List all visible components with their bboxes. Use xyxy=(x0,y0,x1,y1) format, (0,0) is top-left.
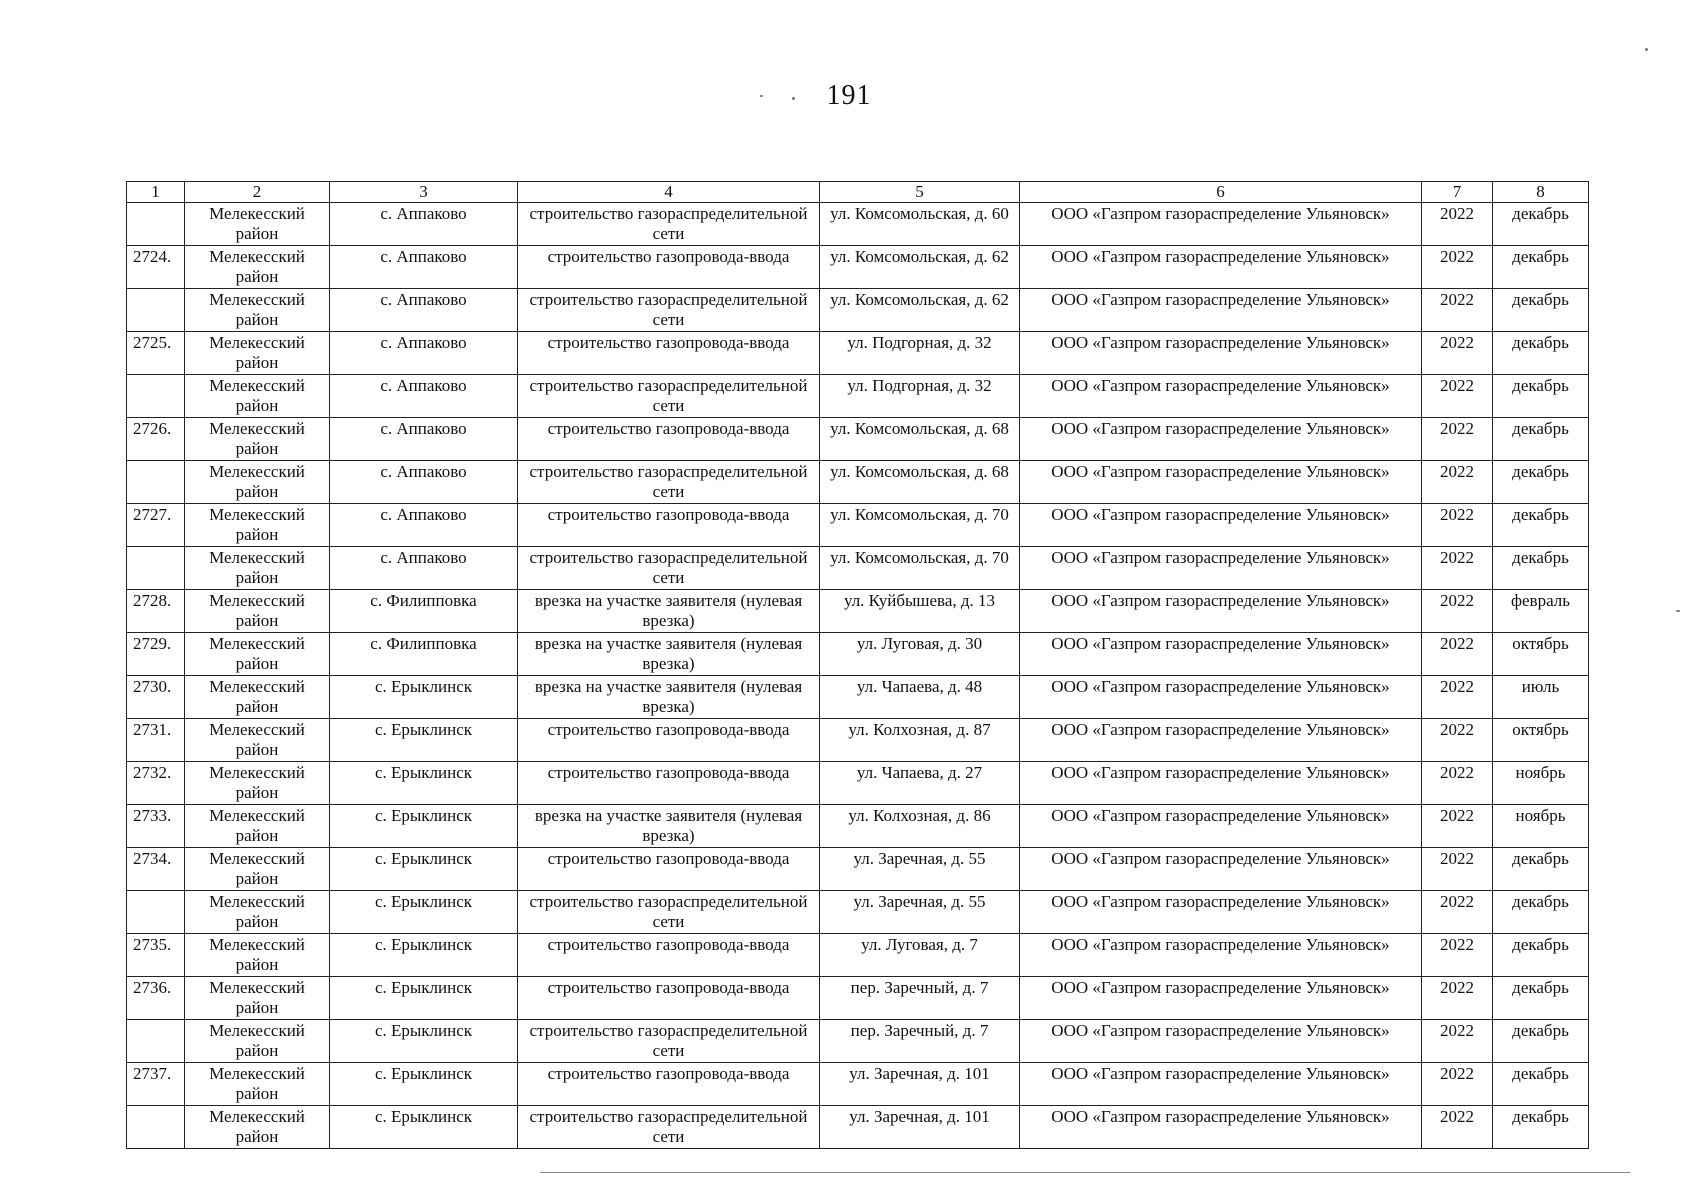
month-cell: декабрь xyxy=(1493,504,1589,547)
year-cell: 2022 xyxy=(1422,461,1493,504)
organization-cell: ООО «Газпром газораспределение Ульяновск» xyxy=(1020,1063,1422,1106)
settlement-cell: с. Аппаково xyxy=(330,203,518,246)
year-cell: 2022 xyxy=(1422,762,1493,805)
settlement-cell: с. Аппаково xyxy=(330,461,518,504)
table-row xyxy=(127,504,1589,547)
table-row xyxy=(127,1063,1589,1106)
month-cell: декабрь xyxy=(1493,375,1589,418)
row-number-cell: 2729. xyxy=(127,633,185,676)
table-row xyxy=(127,418,1589,461)
address-cell: ул. Луговая, д. 7 xyxy=(820,934,1020,977)
organization-cell: ООО «Газпром газораспределение Ульяновск» xyxy=(1020,805,1422,848)
address-cell: ул. Подгорная, д. 32 xyxy=(820,332,1020,375)
table-row xyxy=(127,633,1589,676)
row-number-cell: 2726. xyxy=(127,418,185,461)
district-cell: Мелекесский район xyxy=(185,418,330,461)
table-row xyxy=(127,375,1589,418)
scan-speck xyxy=(1645,48,1648,51)
district-cell: Мелекесский район xyxy=(185,289,330,332)
month-cell: февраль xyxy=(1493,590,1589,633)
row-number-cell xyxy=(127,891,185,934)
work-type-cell: строительство газопровода-ввода xyxy=(518,418,820,461)
work-type-cell: строительство газораспределительной сети xyxy=(518,375,820,418)
address-cell: ул. Комсомольская, д. 60 xyxy=(820,203,1020,246)
month-cell: декабрь xyxy=(1493,203,1589,246)
work-type-cell: строительство газораспределительной сети xyxy=(518,1106,820,1149)
row-number-cell xyxy=(127,375,185,418)
table-row xyxy=(127,547,1589,590)
district-cell: Мелекесский район xyxy=(185,1106,330,1149)
address-cell: ул. Луговая, д. 30 xyxy=(820,633,1020,676)
organization-cell: ООО «Газпром газораспределение Ульяновск» xyxy=(1020,590,1422,633)
month-cell: декабрь xyxy=(1493,418,1589,461)
month-cell: ноябрь xyxy=(1493,805,1589,848)
row-number-cell: 2730. xyxy=(127,676,185,719)
table-row xyxy=(127,1106,1589,1149)
work-type-cell: врезка на участке заявителя (нулевая врезка) xyxy=(518,590,820,633)
column-header-6: 6 xyxy=(1020,182,1422,203)
address-cell: ул. Чапаева, д. 48 xyxy=(820,676,1020,719)
work-type-cell: строительство газораспределительной сети xyxy=(518,891,820,934)
year-cell: 2022 xyxy=(1422,1106,1493,1149)
month-cell: декабрь xyxy=(1493,1106,1589,1149)
work-type-cell: врезка на участке заявителя (нулевая врезка) xyxy=(518,676,820,719)
settlement-cell: с. Аппаково xyxy=(330,418,518,461)
month-cell: декабрь xyxy=(1493,1020,1589,1063)
row-number-cell: 2736. xyxy=(127,977,185,1020)
settlement-cell: с. Ерыклинск xyxy=(330,1106,518,1149)
month-cell: декабрь xyxy=(1493,289,1589,332)
settlement-cell: с. Аппаково xyxy=(330,332,518,375)
work-type-cell: строительство газопровода-ввода xyxy=(518,762,820,805)
organization-cell: ООО «Газпром газораспределение Ульяновск» xyxy=(1020,719,1422,762)
work-type-cell: строительство газораспределительной сети xyxy=(518,1020,820,1063)
year-cell: 2022 xyxy=(1422,375,1493,418)
settlement-cell: с. Ерыклинск xyxy=(330,676,518,719)
organization-cell: ООО «Газпром газораспределение Ульяновск» xyxy=(1020,977,1422,1020)
month-cell: декабрь xyxy=(1493,848,1589,891)
table-row xyxy=(127,934,1589,977)
settlement-cell: с. Аппаково xyxy=(330,289,518,332)
district-cell: Мелекесский район xyxy=(185,1020,330,1063)
scan-speck xyxy=(792,97,795,100)
column-header-4: 4 xyxy=(518,182,820,203)
table-body xyxy=(127,203,1589,1149)
table-row xyxy=(127,848,1589,891)
address-cell: пер. Заречный, д. 7 xyxy=(820,1020,1020,1063)
year-cell: 2022 xyxy=(1422,203,1493,246)
work-type-cell: строительство газораспределительной сети xyxy=(518,289,820,332)
table-row xyxy=(127,246,1589,289)
month-cell: июль xyxy=(1493,676,1589,719)
month-cell: октябрь xyxy=(1493,719,1589,762)
register-table xyxy=(126,181,1589,1149)
organization-cell: ООО «Газпром газораспределение Ульяновск» xyxy=(1020,332,1422,375)
month-cell: декабрь xyxy=(1493,332,1589,375)
table-row xyxy=(127,332,1589,375)
year-cell: 2022 xyxy=(1422,1063,1493,1106)
settlement-cell: с. Ерыклинск xyxy=(330,1020,518,1063)
district-cell: Мелекесский район xyxy=(185,203,330,246)
district-cell: Мелекесский район xyxy=(185,676,330,719)
address-cell: ул. Чапаева, д. 27 xyxy=(820,762,1020,805)
settlement-cell: с. Аппаково xyxy=(330,504,518,547)
settlement-cell: с. Аппаково xyxy=(330,246,518,289)
settlement-cell: с. Ерыклинск xyxy=(330,848,518,891)
table-header xyxy=(127,182,1589,203)
organization-cell: ООО «Газпром газораспределение Ульяновск» xyxy=(1020,547,1422,590)
district-cell: Мелекесский район xyxy=(185,633,330,676)
address-cell: ул. Заречная, д. 55 xyxy=(820,891,1020,934)
year-cell: 2022 xyxy=(1422,805,1493,848)
settlement-cell: с. Ерыклинск xyxy=(330,719,518,762)
organization-cell: ООО «Газпром газораспределение Ульяновск» xyxy=(1020,203,1422,246)
month-cell: декабрь xyxy=(1493,461,1589,504)
year-cell: 2022 xyxy=(1422,676,1493,719)
district-cell: Мелекесский район xyxy=(185,977,330,1020)
row-number-cell xyxy=(127,1020,185,1063)
district-cell: Мелекесский район xyxy=(185,719,330,762)
address-cell: ул. Комсомольская, д. 68 xyxy=(820,418,1020,461)
row-number-cell: 2725. xyxy=(127,332,185,375)
address-cell: ул. Куйбышева, д. 13 xyxy=(820,590,1020,633)
work-type-cell: строительство газораспределительной сети xyxy=(518,203,820,246)
address-cell: ул. Комсомольская, д. 62 xyxy=(820,246,1020,289)
row-number-cell: 2724. xyxy=(127,246,185,289)
row-number-cell xyxy=(127,289,185,332)
column-header-5: 5 xyxy=(820,182,1020,203)
month-cell: декабрь xyxy=(1493,891,1589,934)
organization-cell: ООО «Газпром газораспределение Ульяновск» xyxy=(1020,246,1422,289)
settlement-cell: с. Ерыклинск xyxy=(330,1063,518,1106)
work-type-cell: строительство газораспределительной сети xyxy=(518,547,820,590)
row-number-cell: 2735. xyxy=(127,934,185,977)
work-type-cell: строительство газопровода-ввода xyxy=(518,332,820,375)
year-cell: 2022 xyxy=(1422,719,1493,762)
district-cell: Мелекесский район xyxy=(185,762,330,805)
address-cell: ул. Колхозная, д. 86 xyxy=(820,805,1020,848)
district-cell: Мелекесский район xyxy=(185,590,330,633)
row-number-cell: 2728. xyxy=(127,590,185,633)
row-number-cell xyxy=(127,203,185,246)
row-number-cell xyxy=(127,1106,185,1149)
district-cell: Мелекесский район xyxy=(185,848,330,891)
year-cell: 2022 xyxy=(1422,977,1493,1020)
work-type-cell: строительство газораспределительной сети xyxy=(518,461,820,504)
address-cell: ул. Комсомольская, д. 62 xyxy=(820,289,1020,332)
district-cell: Мелекесский район xyxy=(185,891,330,934)
organization-cell: ООО «Газпром газораспределение Ульяновск» xyxy=(1020,633,1422,676)
settlement-cell: с. Ерыклинск xyxy=(330,805,518,848)
month-cell: декабрь xyxy=(1493,246,1589,289)
address-cell: ул. Подгорная, д. 32 xyxy=(820,375,1020,418)
work-type-cell: врезка на участке заявителя (нулевая врезка) xyxy=(518,633,820,676)
table-row xyxy=(127,203,1589,246)
table-row xyxy=(127,289,1589,332)
district-cell: Мелекесский район xyxy=(185,375,330,418)
address-cell: ул. Колхозная, д. 87 xyxy=(820,719,1020,762)
year-cell: 2022 xyxy=(1422,891,1493,934)
month-cell: ноябрь xyxy=(1493,762,1589,805)
address-cell: ул. Комсомольская, д. 70 xyxy=(820,547,1020,590)
organization-cell: ООО «Газпром газораспределение Ульяновск» xyxy=(1020,934,1422,977)
column-header-8: 8 xyxy=(1493,182,1589,203)
month-cell: декабрь xyxy=(1493,934,1589,977)
column-header-7: 7 xyxy=(1422,182,1493,203)
year-cell: 2022 xyxy=(1422,332,1493,375)
organization-cell: ООО «Газпром газораспределение Ульяновск» xyxy=(1020,289,1422,332)
year-cell: 2022 xyxy=(1422,633,1493,676)
year-cell: 2022 xyxy=(1422,246,1493,289)
row-number-cell: 2731. xyxy=(127,719,185,762)
year-cell: 2022 xyxy=(1422,547,1493,590)
settlement-cell: с. Ерыклинск xyxy=(330,977,518,1020)
work-type-cell: врезка на участке заявителя (нулевая врезка) xyxy=(518,805,820,848)
settlement-cell: с. Аппаково xyxy=(330,375,518,418)
table-row xyxy=(127,461,1589,504)
month-cell: декабрь xyxy=(1493,977,1589,1020)
settlement-cell: с. Аппаково xyxy=(330,547,518,590)
year-cell: 2022 xyxy=(1422,848,1493,891)
organization-cell: ООО «Газпром газораспределение Ульяновск» xyxy=(1020,762,1422,805)
year-cell: 2022 xyxy=(1422,934,1493,977)
organization-cell: ООО «Газпром газораспределение Ульяновск» xyxy=(1020,848,1422,891)
organization-cell: ООО «Газпром газораспределение Ульяновск» xyxy=(1020,1020,1422,1063)
organization-cell: ООО «Газпром газораспределение Ульяновск» xyxy=(1020,418,1422,461)
month-cell: октябрь xyxy=(1493,633,1589,676)
district-cell: Мелекесский район xyxy=(185,461,330,504)
scan-bottom-rule xyxy=(540,1172,1630,1173)
settlement-cell: с. Филипповка xyxy=(330,590,518,633)
year-cell: 2022 xyxy=(1422,418,1493,461)
row-number-cell: 2734. xyxy=(127,848,185,891)
column-header-3: 3 xyxy=(330,182,518,203)
work-type-cell: строительство газопровода-ввода xyxy=(518,1063,820,1106)
table-row xyxy=(127,977,1589,1020)
table-row xyxy=(127,891,1589,934)
page-number: 191 xyxy=(826,80,872,111)
month-cell: декабрь xyxy=(1493,547,1589,590)
row-number-cell xyxy=(127,461,185,504)
work-type-cell: строительство газопровода-ввода xyxy=(518,246,820,289)
district-cell: Мелекесский район xyxy=(185,504,330,547)
table-row xyxy=(127,762,1589,805)
header-row xyxy=(127,182,1589,203)
work-type-cell: строительство газопровода-ввода xyxy=(518,719,820,762)
organization-cell: ООО «Газпром газораспределение Ульяновск» xyxy=(1020,1106,1422,1149)
organization-cell: ООО «Газпром газораспределение Ульяновск» xyxy=(1020,375,1422,418)
column-header-2: 2 xyxy=(185,182,330,203)
month-cell: декабрь xyxy=(1493,1063,1589,1106)
address-cell: ул. Комсомольская, д. 68 xyxy=(820,461,1020,504)
year-cell: 2022 xyxy=(1422,289,1493,332)
organization-cell: ООО «Газпром газораспределение Ульяновск» xyxy=(1020,676,1422,719)
work-type-cell: строительство газопровода-ввода xyxy=(518,977,820,1020)
table-row xyxy=(127,676,1589,719)
address-cell: ул. Комсомольская, д. 70 xyxy=(820,504,1020,547)
year-cell: 2022 xyxy=(1422,590,1493,633)
organization-cell: ООО «Газпром газораспределение Ульяновск» xyxy=(1020,891,1422,934)
organization-cell: ООО «Газпром газораспределение Ульяновск» xyxy=(1020,461,1422,504)
district-cell: Мелекесский район xyxy=(185,1063,330,1106)
work-type-cell: строительство газопровода-ввода xyxy=(518,848,820,891)
district-cell: Мелекесский район xyxy=(185,805,330,848)
district-cell: Мелекесский район xyxy=(185,547,330,590)
district-cell: Мелекесский район xyxy=(185,332,330,375)
row-number-cell: 2737. xyxy=(127,1063,185,1106)
work-type-cell: строительство газопровода-ввода xyxy=(518,934,820,977)
table-row xyxy=(127,805,1589,848)
organization-cell: ООО «Газпром газораспределение Ульяновск» xyxy=(1020,504,1422,547)
address-cell: ул. Заречная, д. 101 xyxy=(820,1063,1020,1106)
row-number-cell: 2727. xyxy=(127,504,185,547)
address-cell: пер. Заречный, д. 7 xyxy=(820,977,1020,1020)
scan-speck xyxy=(1676,610,1680,612)
district-cell: Мелекесский район xyxy=(185,934,330,977)
row-number-cell: 2732. xyxy=(127,762,185,805)
address-cell: ул. Заречная, д. 101 xyxy=(820,1106,1020,1149)
table-row xyxy=(127,590,1589,633)
column-header-1: 1 xyxy=(127,182,185,203)
settlement-cell: с. Ерыклинск xyxy=(330,762,518,805)
row-number-cell xyxy=(127,547,185,590)
scan-speck xyxy=(760,95,763,97)
year-cell: 2022 xyxy=(1422,1020,1493,1063)
row-number-cell: 2733. xyxy=(127,805,185,848)
district-cell: Мелекесский район xyxy=(185,246,330,289)
year-cell: 2022 xyxy=(1422,504,1493,547)
address-cell: ул. Заречная, д. 55 xyxy=(820,848,1020,891)
table-row xyxy=(127,1020,1589,1063)
settlement-cell: с. Филипповка xyxy=(330,633,518,676)
table-row xyxy=(127,719,1589,762)
settlement-cell: с. Ерыклинск xyxy=(330,934,518,977)
work-type-cell: строительство газопровода-ввода xyxy=(518,504,820,547)
settlement-cell: с. Ерыклинск xyxy=(330,891,518,934)
